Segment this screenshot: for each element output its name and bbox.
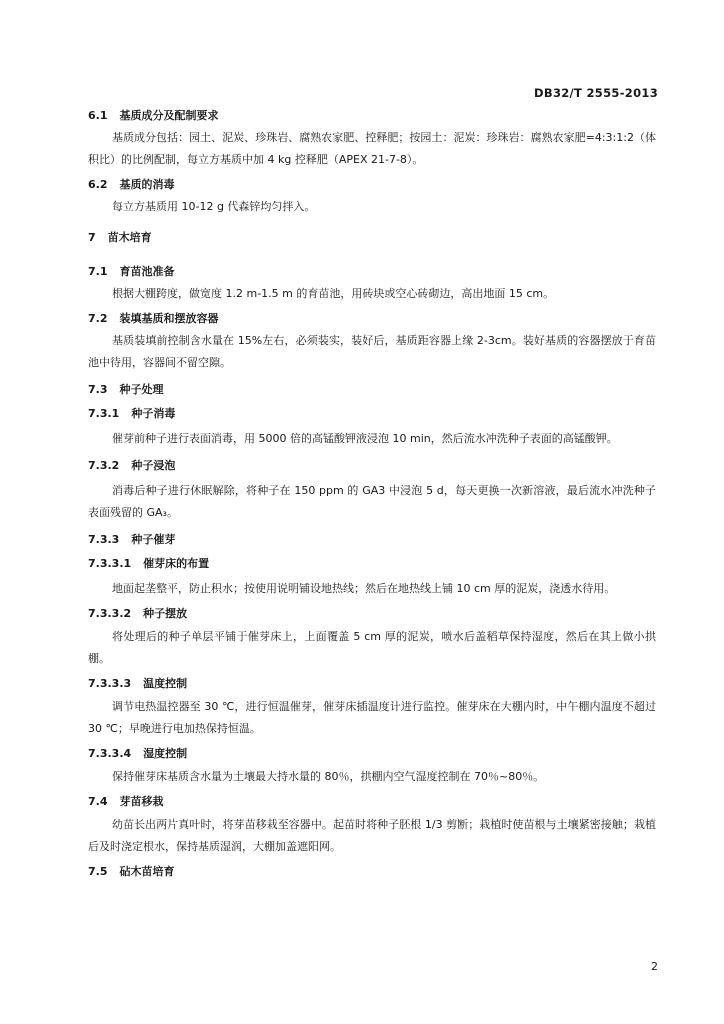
paragraph: 基质成分包括：园土、泥炭、珍珠岩、腐熟农家肥、控释肥；按园土：泥炭：珍珠岩：腐熟农家肥=4:3:1:2（体积比）的比例配制，每立方基质中加 4 kg 控释肥（APEX 21-7-8）。 [88,131,656,166]
section-heading [88,606,656,622]
section-heading [88,532,656,548]
section-number: 6.2 [88,178,108,191]
standard-code: DB32/T 2555-2013 [534,86,658,100]
section-title: 装填基质和摆放容器 [119,312,219,325]
page-number: 2 [651,960,658,973]
chapter-heading [88,230,656,246]
section-number: 7.3.3.1 [88,557,132,570]
section-heading [88,746,656,762]
section-title: 种子消毒 [131,407,176,420]
paragraph: 保持催芽床基质含水量为土壤最大持水量的 80％，拱棚内空气湿度控制在 70％~80％。 [112,770,545,783]
section-title: 砧木苗培育 [119,865,175,878]
paragraph: 消毒后种子进行休眠解除，将种子在 150 ppm 的 GA3 中浸泡 5 d，每天更换一次新溶液，最后流水冲洗种子表面残留的 GA₃。 [88,484,656,519]
section-heading [88,676,656,692]
paragraph: 催芽前种子进行表面消毒，用 5000 倍的高锰酸钾液浸泡 10 min，然后流水冲洗种子表面的高锰酸钾。 [112,432,618,445]
paragraph: 每立方基质用 10-12 g 代森锌均匀拌入。 [112,200,316,213]
section-heading [88,177,656,193]
paragraph: 将处理后的种子单层平铺于催芽床上，上面覆盖 5 cm 厚的泥炭，喷水后盖稻草保持湿度，然后在其上做小拱棚。 [88,630,656,665]
section-title: 种子处理 [119,383,164,396]
paragraph: 根据大棚跨度，做宽度 1.2 m-1.5 m 的育苗池，用砖块或空心砖砌边，高出地面 15 cm。 [112,287,555,300]
document-body [88,108,656,880]
section-heading [88,794,656,810]
section-number: 7.3.3.2 [88,607,132,620]
section-heading [88,864,656,880]
section-number: 7.3.3.4 [88,747,132,760]
section-number: 7.2 [88,312,108,325]
section-title: 苗木培育 [107,231,152,244]
paragraph: 地面起垄整平，防止积水；按使用说明铺设地热线；然后在地热线上铺 10 cm 厚的泥炭，浇透水待用。 [112,582,616,595]
section-title: 湿度控制 [143,747,188,760]
paragraph: 幼苗长出两片真叶时，将芽苗移栽至容器中。起苗时将种子胚根 1/3 剪断；栽植时使苗根与土壤紧密接触；栽植后及时浇定根水，保持基质湿润，大棚加盖遮阳网。 [88,818,656,853]
section-title: 芽苗移栽 [119,795,164,808]
section-number: 7.4 [88,795,108,808]
section-number: 7.3 [88,383,108,396]
section-number: 7.1 [88,265,108,278]
section-number: 7.3.2 [88,459,120,472]
section-heading [88,382,656,398]
section-title: 基质成分及配制要求 [119,109,219,122]
section-title: 育苗池准备 [119,265,175,278]
section-title: 催芽床的布置 [143,557,210,570]
section-title: 温度控制 [143,677,188,690]
paragraph: 基质装填前控制含水量在 15%左右，必须装实，装好后，基质距容器上缘 2-3cm。装好基质的容器摆放于育苗池中待用，容器间不留空隙。 [88,334,656,369]
section-number: 7.3.1 [88,407,120,420]
section-heading [88,264,656,280]
section-heading [88,311,656,327]
section-title: 种子浸泡 [131,459,176,472]
paragraph: 调节电热温控器至 30 ℃，进行恒温催芽，催芽床插温度计进行监控。催芽床在大棚内时，中午棚内温度不超过 30 ℃；早晚进行电加热保持恒温。 [88,700,656,735]
section-heading [88,556,656,572]
section-heading [88,108,656,124]
section-number: 7.3.3.3 [88,677,132,690]
section-number: 7 [88,231,96,244]
section-number: 7.5 [88,865,108,878]
section-title: 种子摆放 [143,607,188,620]
section-title: 种子催芽 [131,533,176,546]
section-heading [88,406,656,422]
section-title: 基质的消毒 [119,178,175,191]
section-heading [88,458,656,474]
section-number: 7.3.3 [88,533,120,546]
section-number: 6.1 [88,109,108,122]
